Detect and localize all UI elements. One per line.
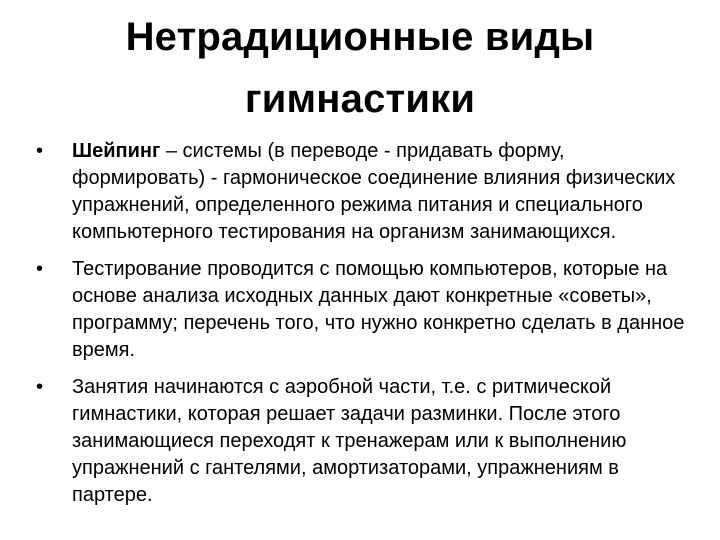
- bullet-marker: •: [36, 376, 44, 398]
- bullet-marker: •: [36, 258, 44, 280]
- bullet-item-testing: [36, 256, 686, 364]
- bullet-list: [36, 138, 686, 519]
- bullet-term: Шейпинг: [72, 140, 161, 162]
- bullet-marker: •: [36, 140, 44, 162]
- slide-title: Нетрадиционные виды гимнастики: [125, 15, 595, 121]
- bullet-text: – системы (в переводе - придавать форму, формировать) - гармоническое соединение влияния физических упражнений, определенного режима питания и специального компьютерного тестирования на организм занимающихся.: [72, 140, 676, 243]
- bullet-text: Тестирование проводится с помощью компьютеров, которые на основе анализа исходных данных дают конкретные «советы», программу; перечень того, что нужно конкретно сделать в данное время.: [72, 258, 685, 361]
- bullet-item-shaping: [36, 138, 686, 246]
- bullet-item-classes: [36, 374, 686, 509]
- bullet-text: Занятия начинаются с аэробной части, т.е. с ритмической гимнастики, которая решает задачи разминки. После этого занимающиеся переходят к тренажерам или к выполнению упражнений с гантелями, амортизаторами, упражнениям в партере.: [72, 376, 627, 506]
